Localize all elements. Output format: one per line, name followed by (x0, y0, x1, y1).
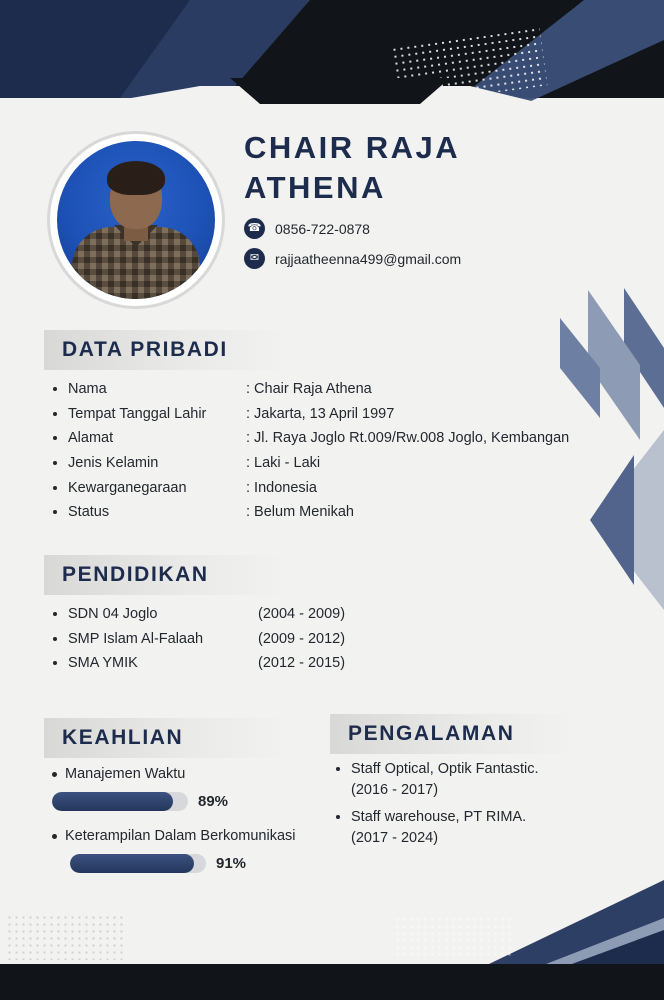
skill-bar-track-1 (70, 854, 206, 873)
personal-label-1: • Tempat Tanggal Lahir (68, 405, 207, 422)
contact-phone-row[interactable] (244, 218, 461, 239)
education-period-0: (2004 - 2009) (258, 606, 346, 622)
avatar (50, 134, 222, 306)
name-line-2: ATHENA (244, 169, 386, 205)
page-title (244, 128, 460, 207)
personal-value-0: : Chair Raja Athena (246, 381, 372, 397)
skill-meter-0 (52, 792, 312, 811)
list-item (52, 827, 312, 846)
education-label-2: • SMA YMIK (68, 655, 138, 672)
contact-block (244, 218, 461, 278)
experience-label-0: Staff Optical, Optik Fantastic. (351, 761, 539, 777)
skill-meter-1 (70, 854, 312, 873)
experience-list (335, 760, 635, 856)
list-item (68, 454, 612, 472)
skill-percent-1: 91% (216, 854, 247, 872)
experience-period-0: (2016 - 2017) (351, 782, 439, 799)
bullet-icon (52, 772, 57, 777)
personal-label-0: • Nama (68, 381, 107, 397)
education-label-1: • SMP Islam Al-Falaah (68, 630, 204, 647)
skill-label-0: Manajemen Waktu (65, 766, 186, 782)
cv-header (0, 118, 664, 278)
contact-email-row[interactable] (244, 248, 461, 269)
list-item (68, 380, 612, 398)
personal-label-5: • Status (68, 504, 110, 521)
personal-data-list (52, 380, 612, 528)
list-item (68, 654, 472, 672)
email-value: rajjaatheenna499@gmail.com (275, 250, 462, 267)
personal-label-3: • Jenis Kelamin (68, 454, 159, 471)
list-item (351, 760, 635, 778)
skills-list (52, 765, 312, 873)
list-item (68, 630, 472, 648)
skill-bar-track-0 (52, 792, 188, 811)
personal-value-5: : Belum Menikah (246, 504, 354, 521)
education-period-2: (2012 - 2015) (258, 655, 346, 672)
personal-label-2: • Alamat (68, 430, 114, 447)
list-item (68, 605, 472, 623)
halftone-dots-bottom-right (394, 916, 514, 956)
skill-bar-fill-0 (52, 792, 173, 811)
education-list (52, 605, 472, 679)
halftone-dots-bottom-left (6, 914, 126, 960)
skill-label-1: Keterampilan Dalam Berkomunikasi (65, 827, 296, 844)
section-title-pengalaman: PENGALAMAN (330, 714, 575, 754)
list-item (52, 765, 312, 784)
experience-period-1: (2017 - 2024) (351, 830, 439, 847)
portrait-photo (57, 141, 215, 299)
name-line-1: CHAIR RAJA (244, 130, 461, 165)
phone-icon: ☎ (244, 218, 265, 239)
list-item (351, 808, 635, 826)
list-item (68, 429, 612, 447)
section-title-data-pribadi: DATA PRIBADI (44, 330, 289, 370)
list-item (68, 479, 612, 497)
personal-value-4: : Indonesia (246, 479, 317, 496)
list-item (68, 503, 612, 521)
header-black-notch (230, 78, 450, 104)
bullet-icon (52, 834, 57, 839)
personal-value-1: : Jakarta, 13 April 1997 (246, 405, 395, 422)
skill-percent-0: 89% (198, 792, 229, 810)
experience-label-1: Staff warehouse, PT RIMA. (351, 809, 527, 826)
list-item (68, 405, 612, 423)
skill-bar-fill-1 (70, 854, 194, 873)
education-period-1: (2009 - 2012) (258, 630, 346, 647)
phone-value: 0856-722-0878 (275, 220, 370, 237)
section-title-keahlian: KEAHLIAN (44, 718, 289, 758)
envelope-icon: ✉ (244, 248, 265, 269)
education-label-0: • SDN 04 Joglo (68, 606, 158, 622)
section-title-pendidikan: PENDIDIKAN (44, 555, 289, 595)
portrait-hair (107, 161, 165, 195)
bottom-black-band (0, 964, 664, 1000)
personal-value-2: : Jl. Raya Joglo Rt.009/Rw.008 Joglo, Kembangan (246, 430, 570, 447)
personal-label-4: • Kewarganegaraan (68, 479, 187, 496)
personal-value-3: : Laki - Laki (246, 454, 321, 471)
